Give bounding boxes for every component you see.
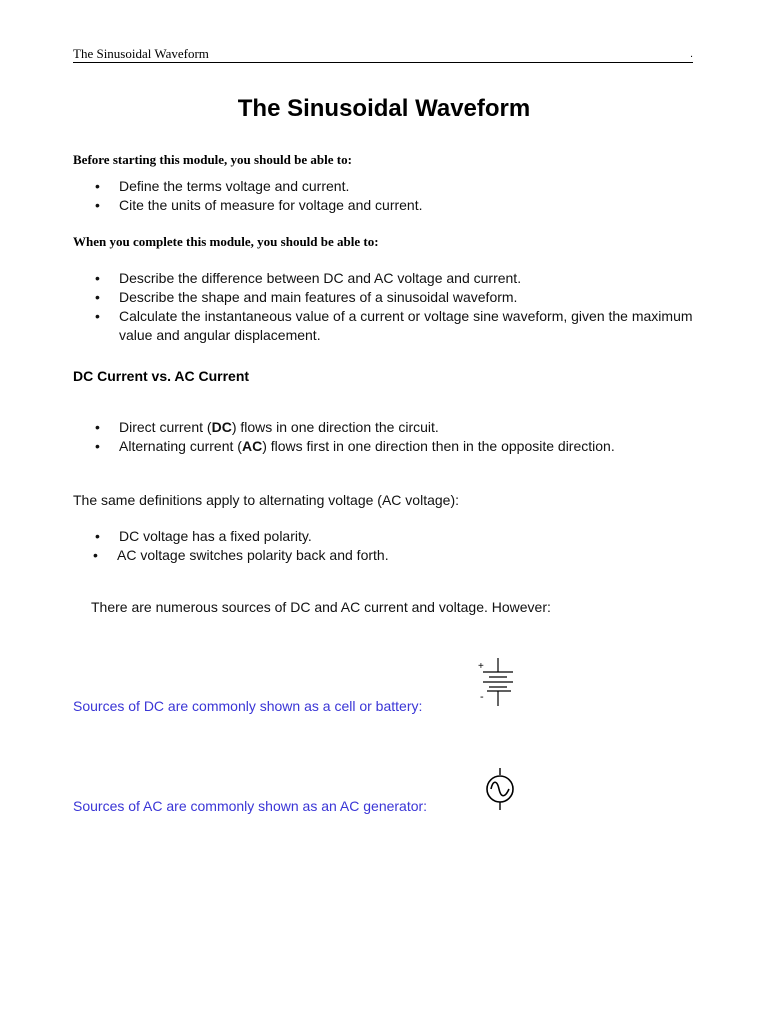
direct-current-abbr: DC (211, 419, 232, 435)
direct-current-post: ) flows in one direction the circuit. (231, 419, 439, 435)
alternating-current-post: ) flows first in one direction then in the opposite direction. (262, 438, 615, 454)
battery-icon (474, 656, 520, 708)
prereq-list (95, 177, 695, 215)
voltage-intro: The same definitions apply to alternating voltage (AC voltage): (73, 492, 459, 508)
prereq-heading: Before starting this module, you should be able to: (73, 152, 352, 167)
list-item: • Cite the units of measure for voltage and current. (95, 196, 695, 215)
header-title: The Sinusoidal Waveform (73, 46, 209, 61)
direct-current-pre: Direct current ( (119, 419, 212, 435)
dc-source-text: Sources of DC are commonly shown as a cell or battery: (73, 698, 423, 714)
dc-ac-heading: DC Current vs. AC Current (73, 368, 250, 384)
battery-minus-sign: - (480, 691, 484, 703)
battery-plus-sign: + (478, 661, 484, 672)
ac-source-text: Sources of AC are commonly shown as an AC generator: (73, 798, 428, 814)
ac-generator-icon (484, 768, 516, 810)
objectives-list (95, 269, 695, 345)
list-item: • AC voltage switches polarity back and forth. (93, 546, 693, 565)
list-item: • Calculate the instantaneous value of a current or voltage sine waveform, given the maximum value and angular displacement. (95, 307, 695, 345)
list-item: • Describe the difference between DC and AC voltage and current. (95, 269, 695, 288)
objectives-heading: When you complete this module, you should be able to: (73, 234, 379, 249)
running-header (73, 46, 693, 63)
list-item-direct-current (95, 418, 695, 437)
list-item-alternating-current (95, 437, 695, 456)
sources-intro: There are numerous sources of DC and AC current and voltage. However: (91, 599, 551, 615)
page-title: The Sinusoidal Waveform (237, 95, 531, 122)
list-item: • DC voltage has a fixed polarity. (95, 527, 695, 546)
current-list (95, 418, 695, 456)
alternating-current-pre: Alternating current ( (119, 438, 242, 454)
header-dot: . (689, 48, 693, 60)
list-item: • Define the terms voltage and current. (95, 177, 695, 196)
voltage-list (95, 527, 695, 565)
alternating-current-abbr: AC (241, 438, 263, 454)
list-item: • Describe the shape and main features of a sinusoidal waveform. (95, 288, 695, 307)
